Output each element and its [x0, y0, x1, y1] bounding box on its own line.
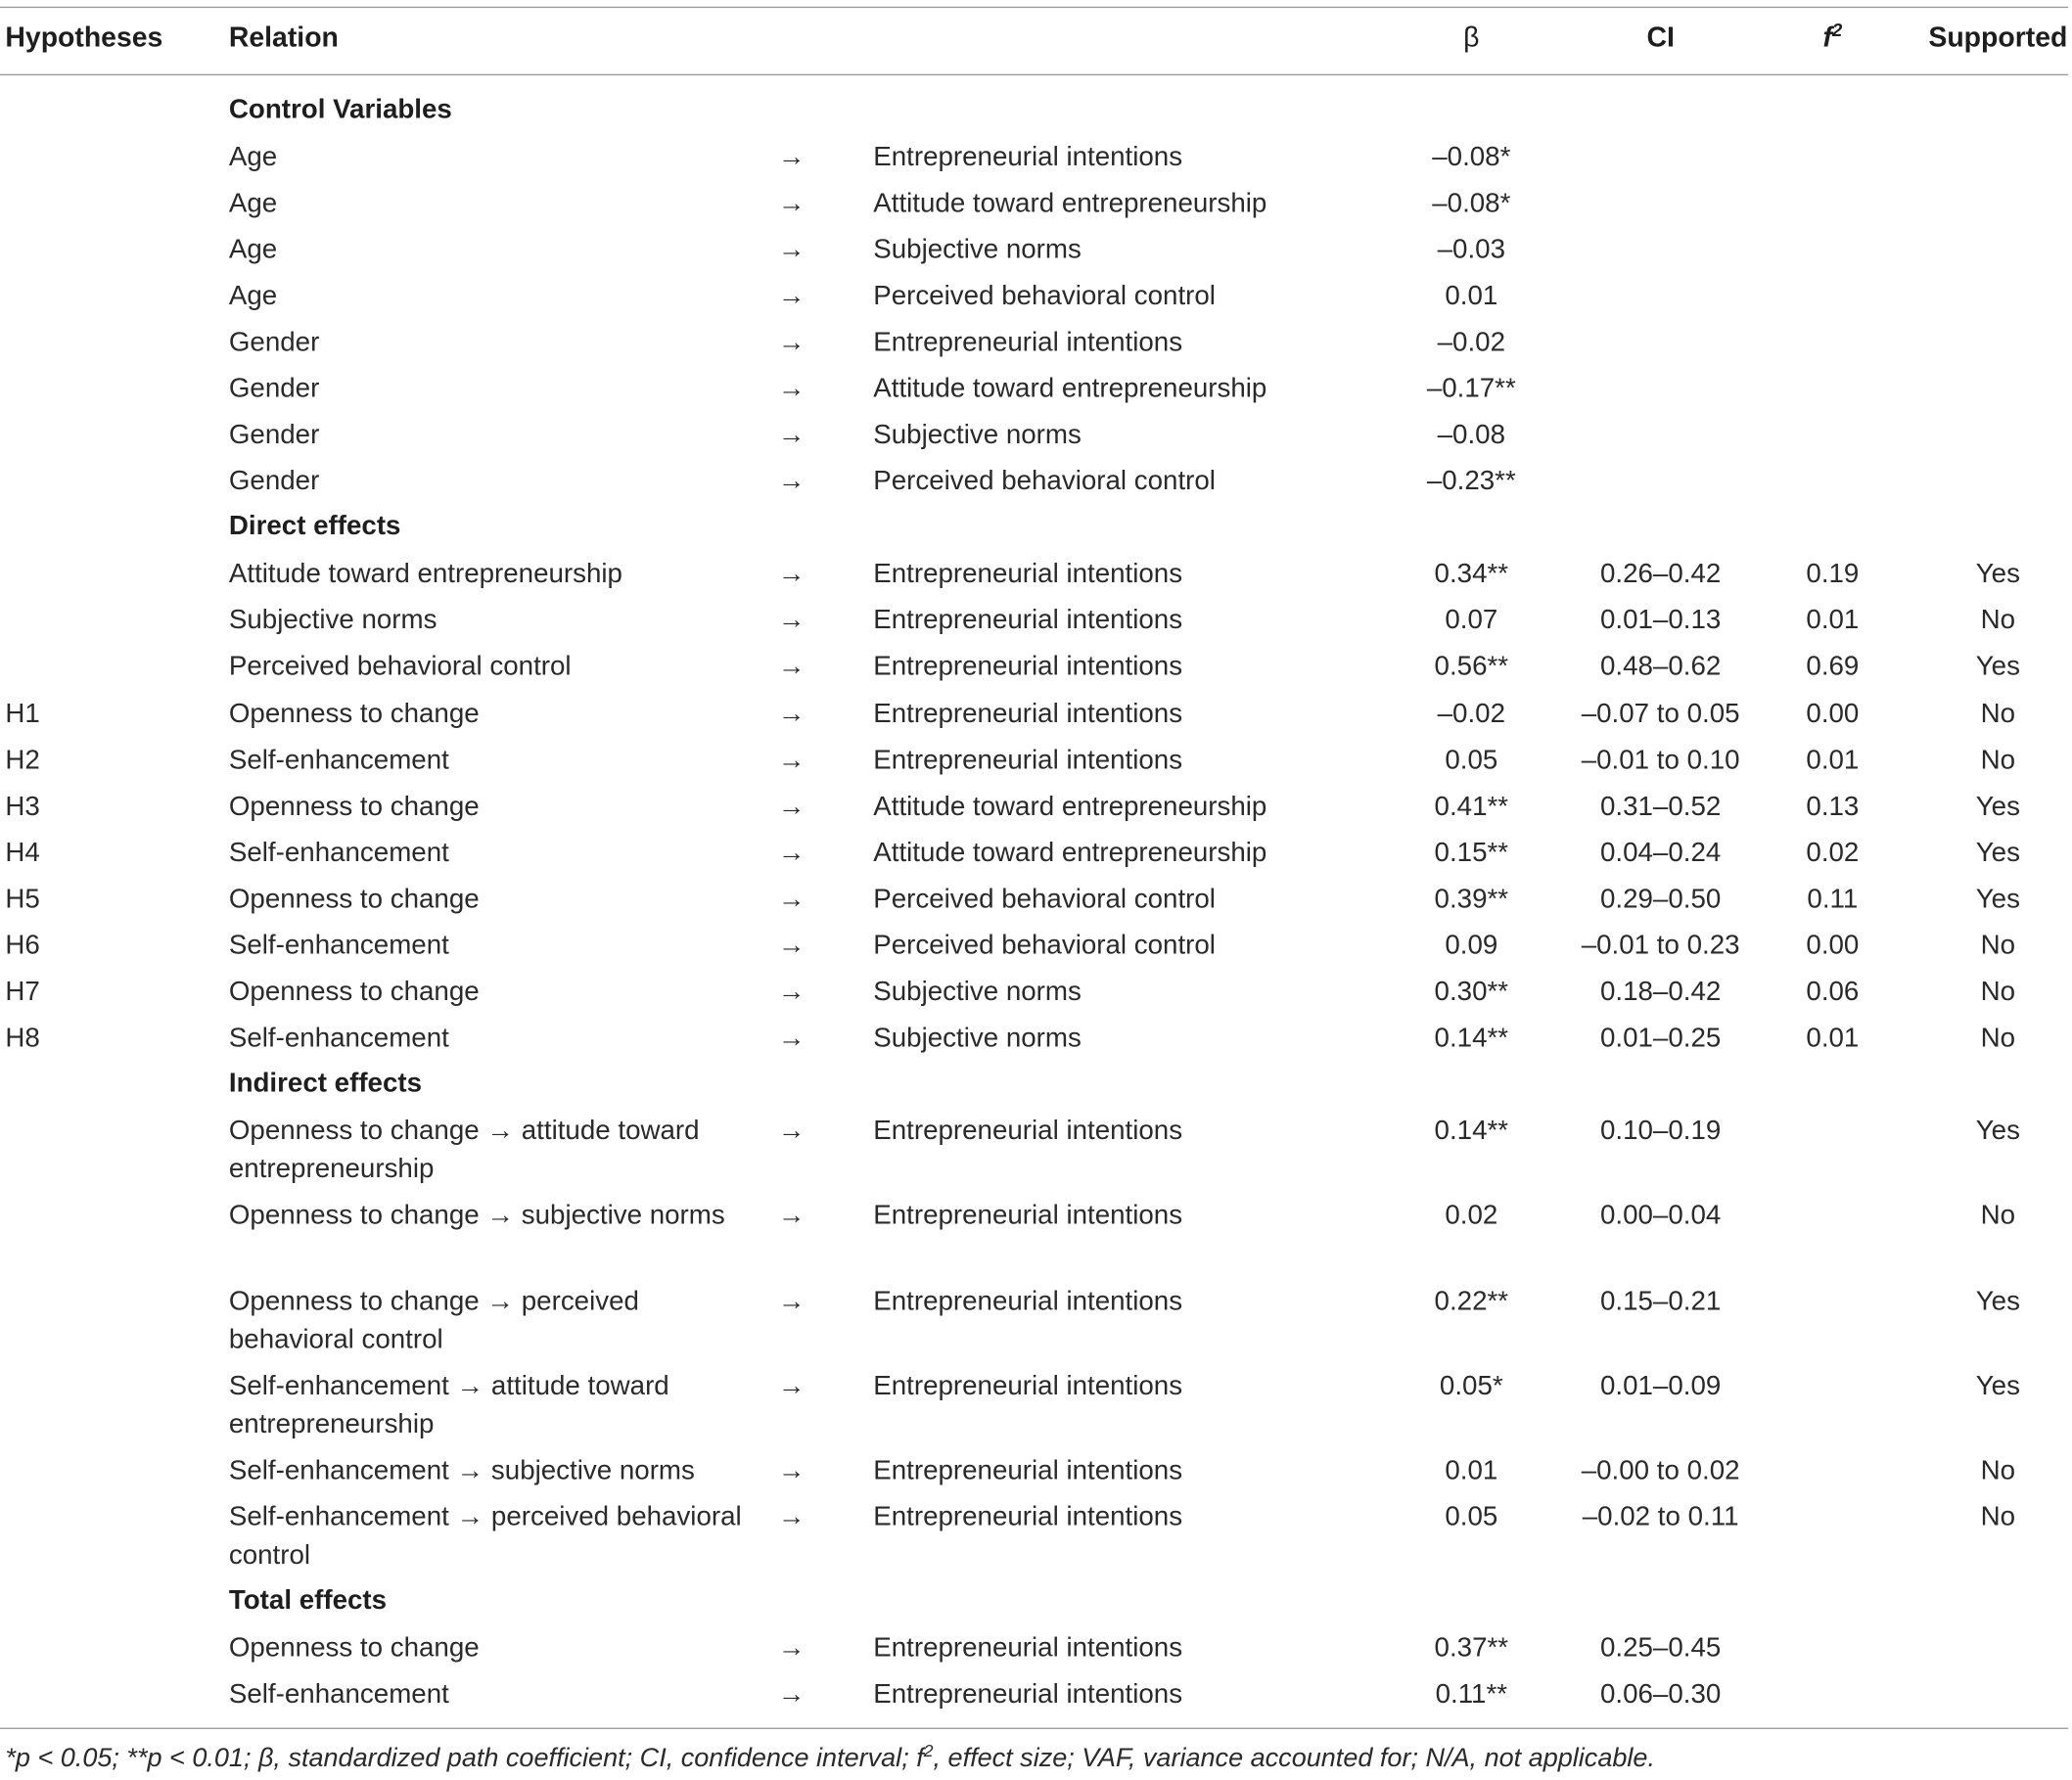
row-from: Age: [228, 280, 278, 311]
header-beta: β: [1463, 22, 1480, 54]
row-ci: 0.01–0.25: [1599, 1023, 1722, 1054]
row-ci: 0.29–0.50: [1599, 884, 1722, 915]
row-to: Perceived behavioral control: [873, 465, 1216, 496]
row-to: Entrepreneurial intentions: [873, 698, 1183, 729]
row-to: Attitude toward entrepreneurship: [873, 187, 1267, 219]
row-ci: 0.01–0.13: [1599, 604, 1722, 635]
row-ci: 0.18–0.42: [1599, 976, 1722, 1007]
row-from: Openness to change → subjective norms: [228, 1200, 725, 1231]
row-f2: 0.01: [1806, 1023, 1860, 1054]
row-supported: Yes: [1975, 1115, 2020, 1146]
row-arrow: →: [777, 1501, 806, 1532]
row-f2: 0.69: [1806, 651, 1860, 682]
row-ci: 0.31–0.52: [1599, 791, 1722, 822]
row-beta: 0.22**: [1434, 1286, 1509, 1317]
row-beta: 0.56**: [1434, 651, 1509, 682]
row-f2: 0.19: [1806, 558, 1860, 589]
row-arrow: →: [777, 1115, 806, 1146]
row-from: Self-enhancement → perceived behavioral control: [228, 1501, 742, 1571]
row-beta: 0.01: [1445, 280, 1498, 311]
row-to: Entrepreneurial intentions: [873, 326, 1183, 358]
row-from: Age: [228, 187, 278, 219]
row-arrow: →: [777, 187, 806, 219]
section-total-effects: Total effects: [228, 1584, 388, 1616]
row-to: Subjective norms: [873, 976, 1082, 1007]
section-control-variables: Control Variables: [228, 93, 452, 125]
row-ci: 0.15–0.21: [1599, 1286, 1722, 1317]
row-f2: 0.06: [1806, 976, 1860, 1007]
row-f2: 0.11: [1807, 884, 1859, 915]
row-arrow: →: [777, 141, 806, 172]
row-supported: Yes: [1975, 837, 2020, 868]
row-supported: No: [1980, 1023, 2016, 1054]
row-ci: 0.25–0.45: [1599, 1632, 1722, 1664]
row-from: Perceived behavioral control: [228, 651, 572, 682]
row-from: Gender: [228, 419, 320, 450]
row-beta: –0.03: [1437, 234, 1505, 265]
footnote: *p < 0.05; **p < 0.01; β, standardized path coefficient; CI, confidence interval; $f^2$, effect size; VAF, variance accounted for; N/A, not applicable.: [5, 1740, 1655, 1773]
row-from: Gender: [228, 465, 320, 496]
row-from: Gender: [228, 326, 320, 358]
row-ci: –0.01 to 0.23: [1581, 930, 1740, 961]
row-ci: 0.26–0.42: [1599, 558, 1722, 589]
row-hypothesis: H4: [5, 837, 40, 868]
row-arrow: →: [777, 1632, 806, 1664]
row-arrow: →: [777, 419, 806, 450]
row-from: Self-enhancement: [228, 837, 449, 868]
row-f2: 0.13: [1806, 791, 1860, 822]
row-to: Entrepreneurial intentions: [873, 604, 1183, 635]
row-beta: 0.41**: [1434, 791, 1509, 822]
row-to: Subjective norms: [873, 234, 1082, 265]
row-arrow: →: [777, 1286, 806, 1317]
row-hypothesis: H8: [5, 1023, 40, 1054]
row-beta: –0.17**: [1426, 373, 1516, 404]
row-beta: 0.14**: [1434, 1023, 1509, 1054]
row-ci: 0.10–0.19: [1599, 1115, 1722, 1146]
row-to: Entrepreneurial intentions: [873, 141, 1183, 172]
row-from: Age: [228, 234, 278, 265]
row-to: Entrepreneurial intentions: [873, 1501, 1183, 1532]
row-supported: Yes: [1975, 791, 2020, 822]
row-from: Self-enhancement: [228, 1023, 449, 1054]
bottom-rule: [0, 1728, 2068, 1729]
row-beta: 0.37**: [1434, 1632, 1509, 1664]
row-to: Perceived behavioral control: [873, 930, 1216, 961]
row-beta: 0.07: [1445, 604, 1498, 635]
top-rule: [0, 7, 2068, 8]
row-from: Self-enhancement: [228, 745, 449, 776]
row-beta: 0.05*: [1439, 1370, 1503, 1401]
row-ci: 0.00–0.04: [1599, 1200, 1722, 1231]
row-from: Attitude toward entrepreneurship: [228, 558, 622, 589]
row-to: Entrepreneurial intentions: [873, 1678, 1183, 1710]
row-beta: 0.39**: [1434, 884, 1509, 915]
row-beta: –0.23**: [1426, 465, 1516, 496]
row-to: Perceived behavioral control: [873, 280, 1216, 311]
row-f2: 0.01: [1806, 745, 1860, 776]
row-arrow: →: [777, 280, 806, 311]
row-ci: –0.01 to 0.10: [1581, 745, 1740, 776]
row-beta: –0.08*: [1432, 187, 1511, 219]
row-to: Entrepreneurial intentions: [873, 1200, 1183, 1231]
row-from: Self-enhancement → attitude toward entrepreneurship: [228, 1370, 669, 1439]
row-from: Openness to change: [228, 884, 480, 915]
row-beta: 0.02: [1445, 1200, 1498, 1231]
row-beta: –0.02: [1437, 698, 1505, 729]
row-arrow: →: [777, 326, 806, 358]
row-arrow: →: [777, 976, 806, 1007]
row-from: Subjective norms: [228, 604, 437, 635]
row-beta: 0.30**: [1434, 976, 1509, 1007]
row-beta: 0.14**: [1434, 1115, 1509, 1146]
row-to: Perceived behavioral control: [873, 884, 1216, 915]
row-from: Openness to change → attitude toward entrepreneurship: [228, 1115, 700, 1184]
row-to: Entrepreneurial intentions: [873, 558, 1183, 589]
row-supported: Yes: [1975, 558, 2020, 589]
row-arrow: →: [777, 604, 806, 635]
row-f2: 0.00: [1806, 930, 1860, 961]
row-supported: No: [1980, 745, 2016, 776]
row-arrow: →: [777, 1023, 806, 1054]
row-arrow: →: [777, 791, 806, 822]
row-to: Entrepreneurial intentions: [873, 745, 1183, 776]
row-supported: No: [1980, 976, 2016, 1007]
row-hypothesis: H1: [5, 698, 40, 729]
row-to: Entrepreneurial intentions: [873, 1115, 1183, 1146]
row-from: Openness to change: [228, 1632, 480, 1664]
row-hypothesis: H2: [5, 745, 40, 776]
row-arrow: →: [777, 698, 806, 729]
row-supported: No: [1980, 1200, 2016, 1231]
row-beta: 0.05: [1445, 1501, 1498, 1532]
row-from: Self-enhancement: [228, 1678, 449, 1710]
row-ci: –0.07 to 0.05: [1581, 698, 1740, 729]
row-from: Gender: [228, 373, 320, 404]
row-to: Subjective norms: [873, 1023, 1082, 1054]
row-to: Attitude toward entrepreneurship: [873, 791, 1267, 822]
row-arrow: →: [777, 1455, 806, 1486]
row-ci: 0.04–0.24: [1599, 837, 1722, 868]
row-f2: 0.01: [1806, 604, 1860, 635]
header-supported: Supported: [1928, 22, 2068, 54]
row-from: Openness to change: [228, 791, 480, 822]
row-supported: Yes: [1975, 1370, 2020, 1401]
row-to: Attitude toward entrepreneurship: [873, 373, 1267, 404]
row-arrow: →: [777, 373, 806, 404]
row-supported: No: [1980, 1501, 2016, 1532]
section-indirect-effects: Indirect effects: [228, 1067, 423, 1099]
row-to: Attitude toward entrepreneurship: [873, 837, 1267, 868]
row-hypothesis: H3: [5, 791, 40, 822]
row-arrow: →: [777, 465, 806, 496]
row-supported: Yes: [1975, 884, 2020, 915]
header-rule: [0, 74, 2068, 75]
header-ci: CI: [1646, 22, 1675, 54]
row-to: Entrepreneurial intentions: [873, 1286, 1183, 1317]
row-ci: 0.01–0.09: [1599, 1370, 1722, 1401]
header-hypotheses: Hypotheses: [5, 22, 163, 54]
row-beta: –0.02: [1437, 326, 1505, 358]
row-arrow: →: [777, 745, 806, 776]
row-to: Entrepreneurial intentions: [873, 1370, 1183, 1401]
row-supported: Yes: [1975, 651, 2020, 682]
row-supported: No: [1980, 698, 2016, 729]
row-hypothesis: H5: [5, 884, 40, 915]
row-arrow: →: [777, 1678, 806, 1710]
row-from: Openness to change: [228, 976, 480, 1007]
header-relation: Relation: [228, 22, 339, 54]
row-to: Entrepreneurial intentions: [873, 1455, 1183, 1486]
row-beta: 0.15**: [1434, 837, 1509, 868]
row-arrow: →: [777, 558, 806, 589]
row-supported: No: [1980, 930, 2016, 961]
row-from: Openness to change: [228, 698, 480, 729]
section-direct-effects: Direct effects: [228, 510, 401, 541]
row-f2: 0.02: [1806, 837, 1860, 868]
row-arrow: →: [777, 930, 806, 961]
row-to: Entrepreneurial intentions: [873, 651, 1183, 682]
row-from: Self-enhancement: [228, 930, 449, 961]
row-to: Subjective norms: [873, 419, 1082, 450]
row-ci: 0.48–0.62: [1599, 651, 1722, 682]
row-from: Openness to change → perceived behavioral control: [228, 1286, 639, 1355]
row-hypothesis: H7: [5, 976, 40, 1007]
row-arrow: →: [777, 884, 806, 915]
row-beta: 0.11**: [1435, 1678, 1508, 1710]
row-arrow: →: [777, 651, 806, 682]
row-arrow: →: [777, 1200, 806, 1231]
row-f2: 0.00: [1806, 698, 1860, 729]
header-f2: $f^2$: [1822, 20, 1843, 54]
row-supported: Yes: [1975, 1286, 2020, 1317]
row-beta: 0.01: [1445, 1455, 1498, 1486]
row-ci: 0.06–0.30: [1599, 1678, 1722, 1710]
row-from: Age: [228, 141, 278, 172]
row-ci: –0.00 to 0.02: [1581, 1455, 1740, 1486]
row-beta: 0.34**: [1434, 558, 1509, 589]
row-ci: –0.02 to 0.11: [1582, 1501, 1739, 1532]
row-arrow: →: [777, 837, 806, 868]
row-hypothesis: H6: [5, 930, 40, 961]
row-beta: –0.08*: [1432, 141, 1511, 172]
row-beta: 0.09: [1445, 930, 1498, 961]
row-from: Self-enhancement → subjective norms: [228, 1455, 695, 1486]
row-arrow: →: [777, 1370, 806, 1401]
row-to: Entrepreneurial intentions: [873, 1632, 1183, 1664]
row-supported: No: [1980, 604, 2016, 635]
row-arrow: →: [777, 234, 806, 265]
row-beta: –0.08: [1437, 419, 1505, 450]
row-beta: 0.05: [1445, 745, 1498, 776]
row-supported: No: [1980, 1455, 2016, 1486]
